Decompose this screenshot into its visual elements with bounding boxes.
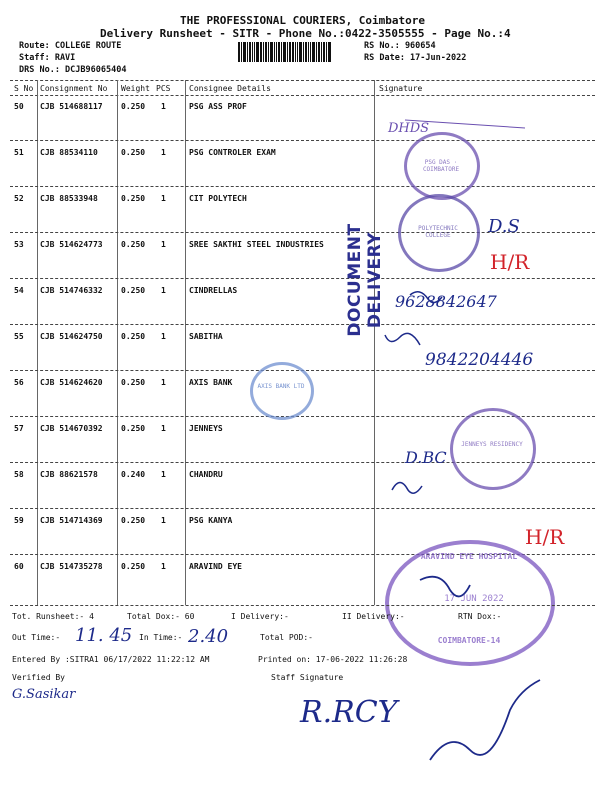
staff: Staff: RAVI <box>19 53 76 63</box>
aravind-stamp: ARAVIND EYE HOSPITAL 17 JUN 2022 COIMBATORE-14 <box>385 540 555 666</box>
row-pcs: 1 <box>161 470 166 479</box>
row-weight: 0.250 <box>121 516 146 525</box>
row-weight: 0.250 <box>121 424 146 433</box>
printed-on: Printed on: 17-06-2022 11:26:28 <box>258 655 408 664</box>
row-consignment: CJB 88534110 <box>40 148 98 157</box>
col-header-signature: Signature <box>379 84 423 93</box>
total-runsheet: Tot. Runsheet:- 4 <box>12 612 94 621</box>
total-pod: Total POD:- <box>260 633 313 642</box>
row-consignment: CJB 514714369 <box>40 516 103 525</box>
row-weight: 0.250 <box>121 194 146 203</box>
row-consignee: SREE SAKTHI STEEL INDUSTRIES <box>189 240 324 249</box>
row-consignee: PSG KANYA <box>189 516 233 525</box>
row-pcs: 1 <box>161 148 166 157</box>
psg-stamp: PSG DAS · COIMBATORE <box>404 132 480 200</box>
verified-by-label: Verified By <box>12 673 65 682</box>
col-header-sno: S No <box>14 84 34 93</box>
rs-date: RS Date: 17-Jun-2022 <box>364 53 467 63</box>
row-weight: 0.250 <box>121 562 146 571</box>
row-sno: 56 <box>14 378 24 387</box>
row-pcs: 1 <box>161 516 166 525</box>
row-consignment: CJB 514735278 <box>40 562 103 571</box>
row-consignee: AXIS BANK <box>189 378 233 387</box>
runsheet-title: Delivery Runsheet - SITR - Phone No.:0422-3505555 - Page No.:4 <box>100 27 511 40</box>
row-sno: 57 <box>14 424 24 433</box>
signature-row-52: D.S <box>488 216 520 237</box>
row-consignment: CJB 514746332 <box>40 286 103 295</box>
row-sno: 58 <box>14 470 24 479</box>
signature-row-57: D.BC <box>405 448 447 467</box>
row-sno: 60 <box>14 562 24 571</box>
row-weight: 0.250 <box>121 332 146 341</box>
row-sno: 52 <box>14 194 24 203</box>
col-header-pcs: PCS <box>156 84 171 93</box>
col-header-consignee: Consignee Details <box>189 84 271 93</box>
company-name: THE PROFESSIONAL COURIERS, Coimbatore <box>180 14 426 27</box>
row-consignee: PSG ASS PROF <box>189 102 247 111</box>
row-pcs: 1 <box>161 286 166 295</box>
row-consignment: CJB 88533948 <box>40 194 98 203</box>
row-consignee: CIT POLYTECH <box>189 194 247 203</box>
hr-mark-1: H/R <box>490 250 530 274</box>
row-sno: 55 <box>14 332 24 341</box>
ii-delivery: II Delivery:- <box>342 612 405 621</box>
drs-number: DRS No.: DCJB96065404 <box>19 65 127 75</box>
row-consignment: CJB 88621578 <box>40 470 98 479</box>
row-sno: 59 <box>14 516 24 525</box>
row-consignment: CJB 514688117 <box>40 102 103 111</box>
row-weight: 0.250 <box>121 378 146 387</box>
out-time-value: 11. 45 <box>75 625 133 646</box>
jenneys-stamp: JENNEYS RESIDENCY <box>450 408 536 490</box>
row-consignee: PSG CONTROLER EXAM <box>189 148 276 157</box>
row-pcs: 1 <box>161 424 166 433</box>
row-weight: 0.250 <box>121 148 146 157</box>
row-consignment: CJB 514624620 <box>40 378 103 387</box>
row-sno: 54 <box>14 286 24 295</box>
row-consignee: SABITHA <box>189 332 223 341</box>
col-header-consignment: Consignment No <box>40 84 108 93</box>
out-time-label: Out Time:- <box>12 633 61 642</box>
total-dox: Total Dox:- 60 <box>127 612 195 621</box>
row-pcs: 1 <box>161 562 166 571</box>
row-weight: 0.250 <box>121 102 146 111</box>
entered-by: Entered By :SITRA1 06/17/2022 11:22:12 AM <box>12 655 210 664</box>
row-sno: 53 <box>14 240 24 249</box>
in-time-label: In Time:- <box>139 633 183 642</box>
row-pcs: 1 <box>161 102 166 111</box>
phone-row-54: 9628842647 <box>395 292 497 311</box>
route: Route: COLLEGE ROUTE <box>19 41 122 51</box>
i-delivery: I Delivery:- <box>231 612 289 621</box>
row-pcs: 1 <box>161 332 166 341</box>
hr-mark-2: H/R <box>525 525 565 549</box>
verifier-signature: G.Sasikar <box>12 687 76 702</box>
phone-row-55: 9842204446 <box>425 350 534 370</box>
rtn-dox: RTN Dox:- <box>458 612 502 621</box>
rs-number: RS No.: 960654 <box>364 41 436 51</box>
staff-handwritten-signature: R.RCY <box>300 695 398 730</box>
row-pcs: 1 <box>161 378 166 387</box>
row-consignment: CJB 514624773 <box>40 240 103 249</box>
row-pcs: 1 <box>161 194 166 203</box>
row-consignee: ARAVIND EYE <box>189 562 242 571</box>
row-weight: 0.250 <box>121 286 146 295</box>
row-weight: 0.250 <box>121 240 146 249</box>
row-weight: 0.240 <box>121 470 146 479</box>
document-delivery-stamp: DOCUMENT DELIVERY <box>345 223 385 337</box>
in-time-value: 2.40 <box>188 626 229 647</box>
row-pcs: 1 <box>161 240 166 249</box>
staff-signature-label: Staff Signature <box>271 673 344 682</box>
row-consignee: CINDRELLAS <box>189 286 238 295</box>
row-consignee: CHANDRU <box>189 470 223 479</box>
row-consignee: JENNEYS <box>189 424 223 433</box>
row-consignment: CJB 514670392 <box>40 424 103 433</box>
col-header-weight: Weight <box>121 84 150 93</box>
polytechnic-stamp: POLYTECHNIC COLLEGE <box>398 194 480 272</box>
signature-row-50: DHDS <box>388 121 430 136</box>
axis-bank-stamp: AXIS BANK LTD <box>250 362 314 420</box>
row-sno: 50 <box>14 102 24 111</box>
row-consignment: CJB 514624750 <box>40 332 103 341</box>
row-sno: 51 <box>14 148 24 157</box>
